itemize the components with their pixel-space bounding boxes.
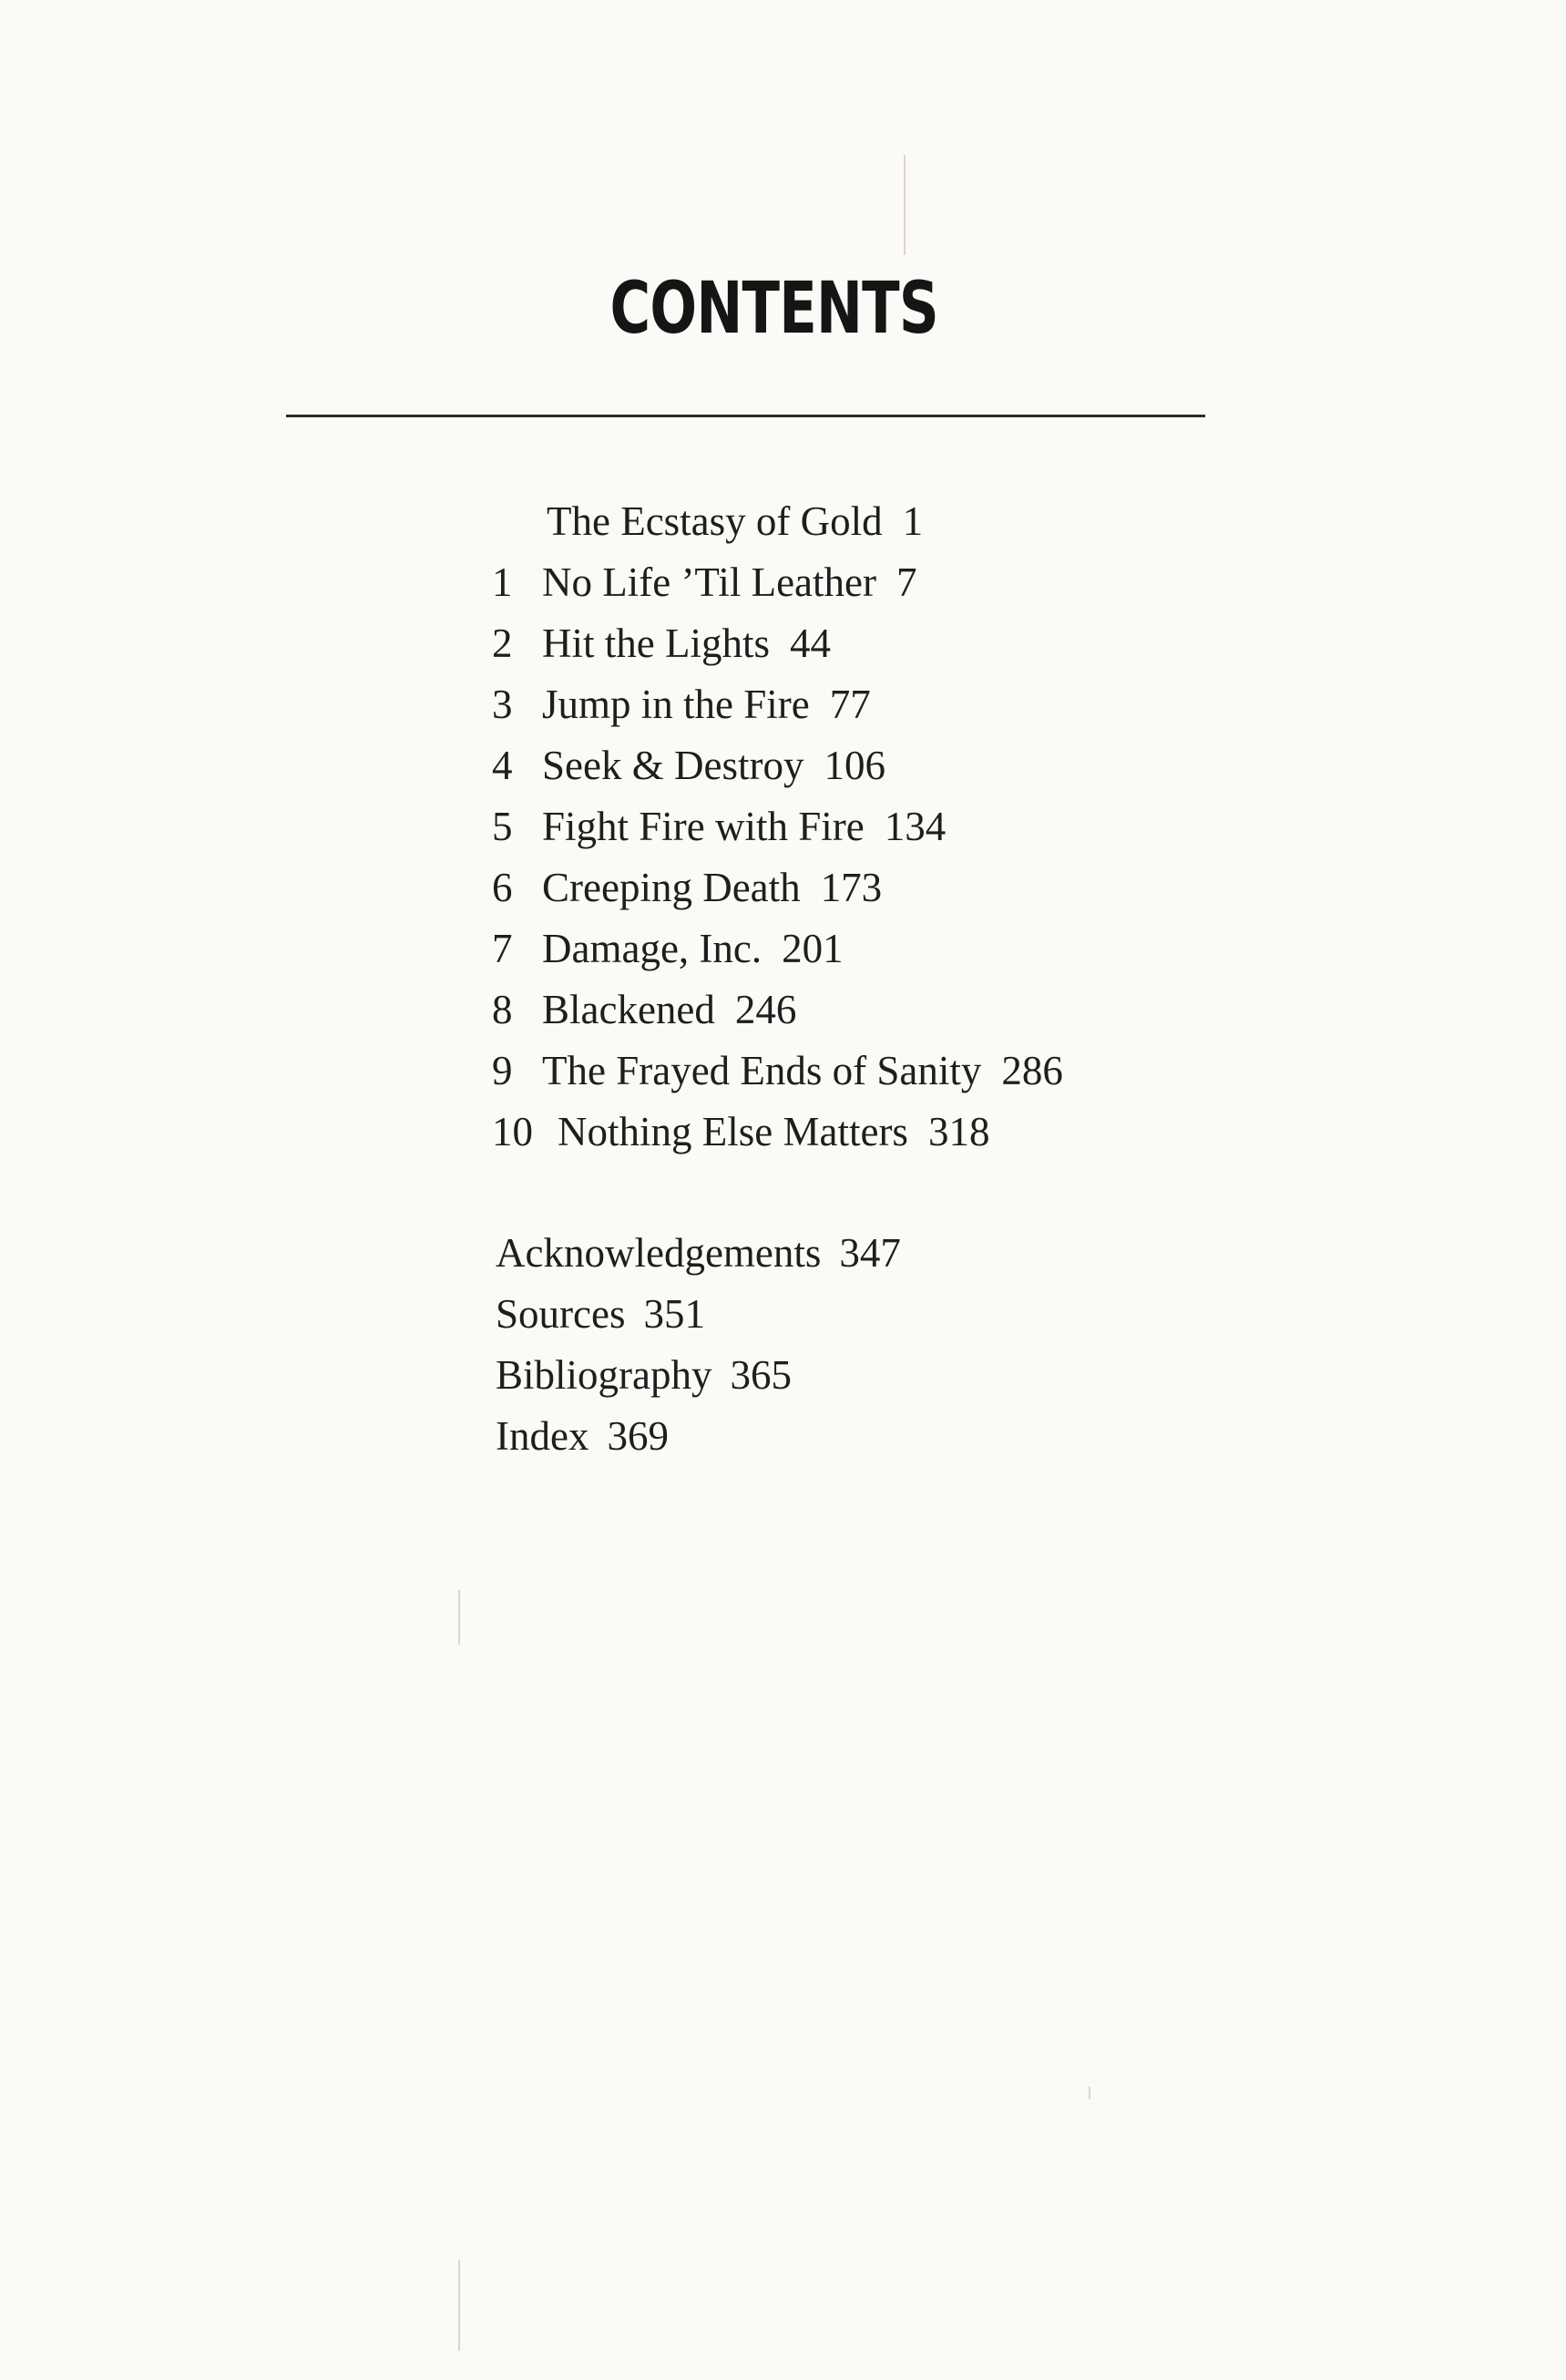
toc-entry-title: Sources bbox=[496, 1291, 626, 1337]
toc-entry-number: 4 bbox=[492, 743, 513, 788]
toc-entry-chapter-6 bbox=[492, 867, 882, 908]
toc-entry-chapter-10 bbox=[492, 1109, 990, 1154]
toc-entry-acknowledgements bbox=[496, 1230, 901, 1276]
scan-speck bbox=[904, 155, 906, 255]
toc-entry-title: The Frayed Ends of Sanity bbox=[542, 1048, 982, 1093]
toc-entry-page: 106 bbox=[824, 743, 885, 788]
toc-entry-number: 1 bbox=[492, 559, 513, 605]
toc-entry-bibliography bbox=[496, 1352, 792, 1398]
toc-entry-number: 5 bbox=[492, 804, 513, 849]
toc-entry-number: 10 bbox=[492, 1109, 533, 1154]
toc-entry-title: Jump in the Fire bbox=[542, 682, 810, 727]
toc-entry-number: 8 bbox=[492, 987, 513, 1032]
toc-entry-page: 1 bbox=[902, 498, 924, 544]
toc-entry-number: 9 bbox=[492, 1048, 513, 1093]
heading-divider bbox=[286, 415, 1205, 417]
toc-entry-sources bbox=[496, 1291, 705, 1337]
toc-entry-title: Nothing Else Matters bbox=[558, 1109, 908, 1154]
toc-entry-title: Creeping Death bbox=[542, 865, 801, 910]
toc-entry-page: 246 bbox=[734, 987, 797, 1032]
toc-entry-page: 318 bbox=[927, 1109, 990, 1154]
toc-entry-number: 6 bbox=[492, 865, 513, 910]
toc-entry-title: Hit the Lights bbox=[542, 621, 770, 666]
toc-entry-title: Seek & Destroy bbox=[542, 743, 804, 788]
toc-entry-title: Damage, Inc. bbox=[542, 926, 763, 971]
toc-entry-number: 2 bbox=[492, 621, 513, 666]
toc-entry-chapter-3 bbox=[492, 684, 871, 725]
toc-entry-chapter-9 bbox=[492, 1048, 1063, 1093]
toc-entry-prologue bbox=[547, 498, 924, 544]
toc-entry-title: The Ecstasy of Gold bbox=[547, 498, 883, 544]
toc-entry-page: 173 bbox=[820, 865, 883, 910]
toc-entry-title: Index bbox=[496, 1413, 589, 1459]
toc-entry-chapter-4 bbox=[492, 745, 885, 786]
page-title: CONTENTS bbox=[609, 268, 938, 350]
scan-speck bbox=[458, 2260, 460, 2351]
toc-entry-chapter-1 bbox=[492, 559, 917, 605]
toc-entry-page: 201 bbox=[782, 926, 844, 971]
toc-entry-chapter-8 bbox=[492, 987, 797, 1032]
scan-speck bbox=[458, 1590, 460, 1645]
toc-entry-page: 347 bbox=[839, 1230, 901, 1276]
toc-entry-page: 44 bbox=[789, 621, 831, 666]
toc-entry-chapter-5 bbox=[492, 806, 946, 847]
toc-entry-page: 134 bbox=[884, 804, 947, 849]
toc-entry-title: Blackened bbox=[542, 987, 715, 1032]
scan-speck bbox=[1089, 2087, 1090, 2099]
toc-entry-index bbox=[496, 1413, 669, 1459]
toc-entry-page: 7 bbox=[896, 559, 917, 605]
toc-entry-page: 369 bbox=[607, 1413, 669, 1459]
toc-entry-number: 3 bbox=[492, 682, 513, 727]
toc-entry-page: 286 bbox=[1001, 1048, 1063, 1093]
toc-entry-chapter-2 bbox=[492, 623, 831, 664]
toc-entry-page: 365 bbox=[730, 1352, 792, 1398]
toc-entry-page: 351 bbox=[643, 1291, 705, 1337]
toc-entry-number: 7 bbox=[492, 926, 513, 971]
toc-entry-title: Fight Fire with Fire bbox=[542, 804, 865, 849]
toc-entry-title: Acknowledgements bbox=[496, 1230, 822, 1276]
toc-entry-page: 77 bbox=[829, 682, 871, 727]
toc-entry-chapter-7 bbox=[492, 928, 844, 969]
toc-entry-title: Bibliography bbox=[496, 1352, 712, 1398]
toc-entry-title: No Life ’Til Leather bbox=[542, 559, 876, 605]
